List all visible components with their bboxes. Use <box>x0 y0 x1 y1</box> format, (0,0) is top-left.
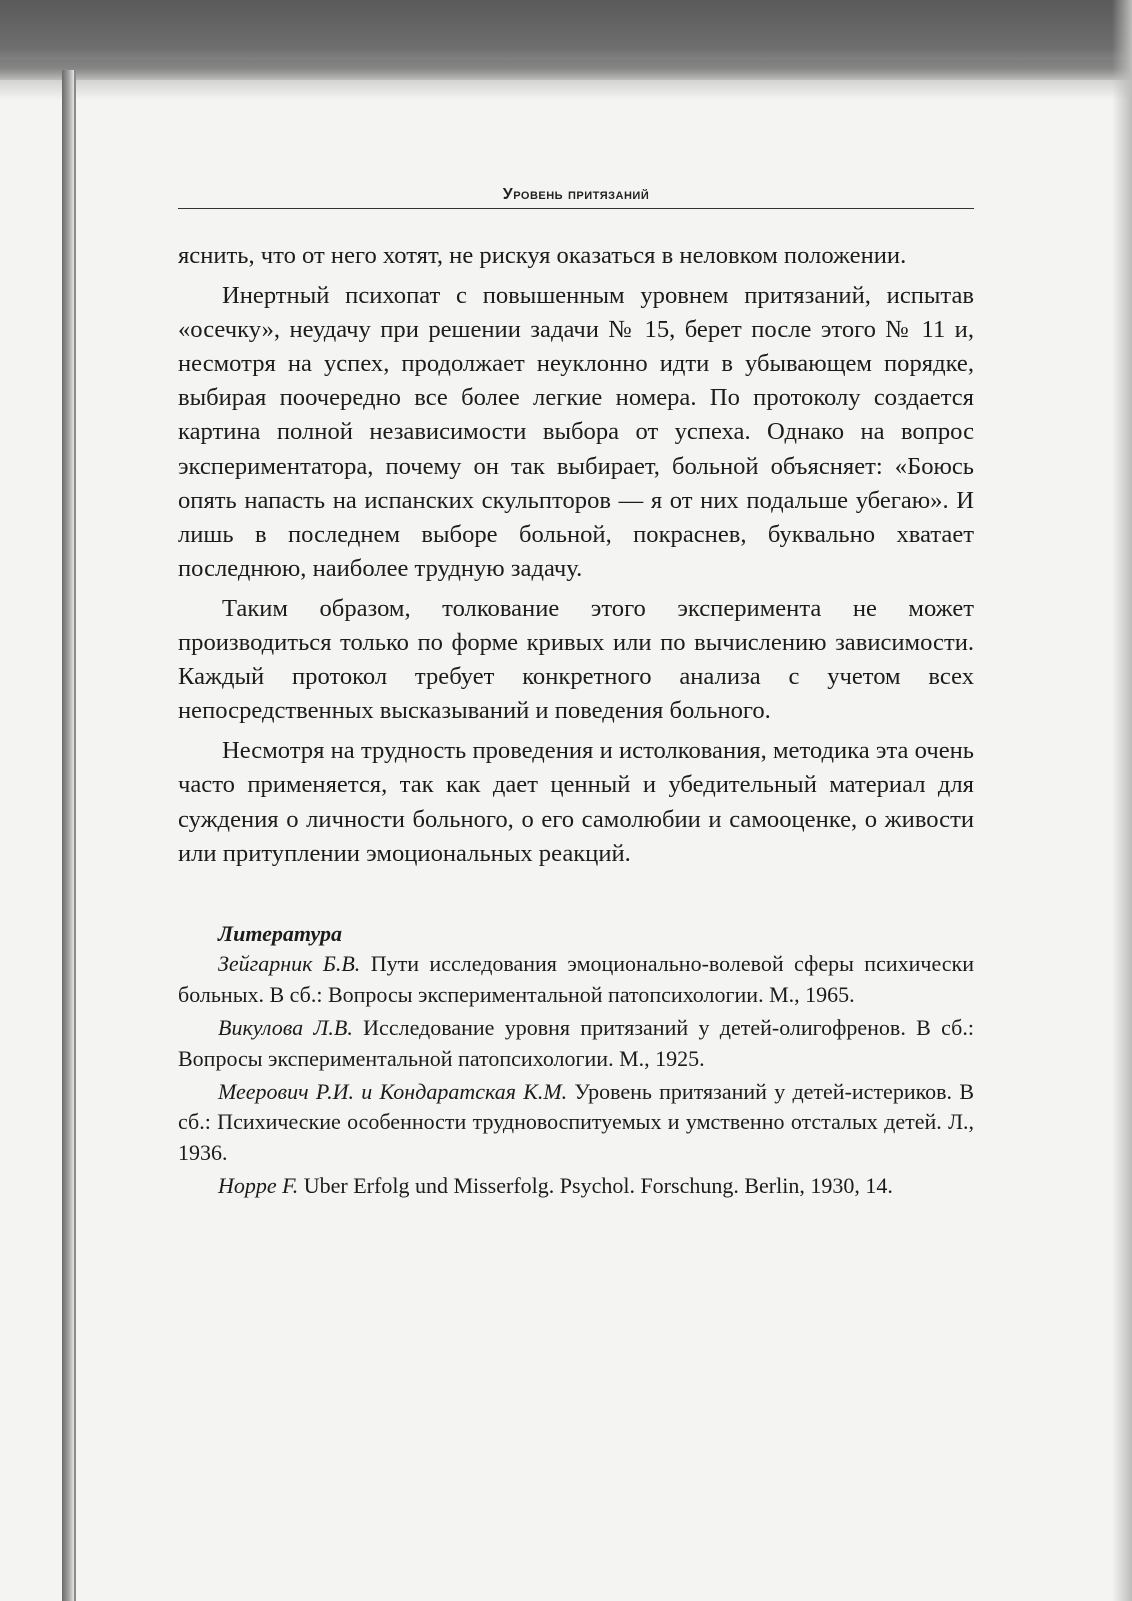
book-spine-shadow <box>62 70 74 1601</box>
scan-right-shadow <box>1112 0 1132 1601</box>
references-section <box>178 919 974 1202</box>
reference-text: Исследование уровня притязаний у детей-олигофренов. В сб.: Вопросы экспериментальной патопсихологии. М., 1925. <box>178 1015 974 1071</box>
running-header: Уровень притязаний <box>178 186 974 209</box>
references-heading: Литература <box>218 920 342 946</box>
reference-item <box>178 1171 974 1202</box>
reference-text: Уровень притязаний у детей-истериков. В сб.: Психические особенности трудновоспитуемых и умственно отсталых детей. Л., 1936. <box>178 1078 974 1166</box>
reference-author: Hoppe F. <box>218 1173 299 1199</box>
reference-text: Uber Erfolg und Misserfolg. Psychol. Forschung. Berlin, 1930, 14. <box>298 1173 893 1199</box>
reference-item <box>178 1077 974 1169</box>
paragraph-continuation: яснить, что от него хотят, не рискуя оказаться в неловком положении. <box>178 242 907 269</box>
scan-top-shadow <box>0 0 1132 80</box>
body-text <box>178 239 974 871</box>
paragraph: Несмотря на трудность проведения и истолкования, методика эта очень часто применяется, так как дает ценный и убедительный материал для суждения о личности больного, о его самолюбии и самооценке, о живости или притуплении эмоциональных реакций. <box>178 737 974 867</box>
reference-text: Пути исследования эмоционально-волевой сферы психически больных. В сб.: Вопросы экспериментальной патопсихологии. М., 1965. <box>178 951 974 1008</box>
reference-author: Меерович Р.И. и Кондаратская К.М. <box>218 1078 568 1104</box>
book-spine-edge <box>74 70 76 1601</box>
reference-item <box>178 1013 974 1075</box>
reference-author: Зейгарник Б.В. <box>218 951 361 977</box>
reference-author: Викулова Л.В. <box>218 1015 353 1041</box>
paragraph: Инертный психопат с повышенным уровнем притязаний, испытав «осечку», неудачу при решении задачи № 15, берет после этого № 11 и, несмотря на успех, продолжает неуклонно идти в убывающем порядке, выбирая поочередно все более легкие номера. По протоколу создается картина полной независимости выбора от успеха. Однако на вопрос экспериментатора, почему он так выбирает, больной объясняет: «Боюсь опять напасть на испанских скульпторов — я от них подальше убегаю». И лишь в последнем выборе больной, покраснев, буквально хватает последнюю, наиболее трудную задачу. <box>178 282 974 582</box>
book-page <box>178 186 974 1202</box>
reference-item <box>178 949 974 1011</box>
paragraph: Таким образом, толкование этого эксперимента не может производиться только по форме кривых или по вычислению зависимости. Каждый протокол требует конкретного анализа с учетом всех непосредственных высказываний и поведения больного. <box>178 594 974 725</box>
